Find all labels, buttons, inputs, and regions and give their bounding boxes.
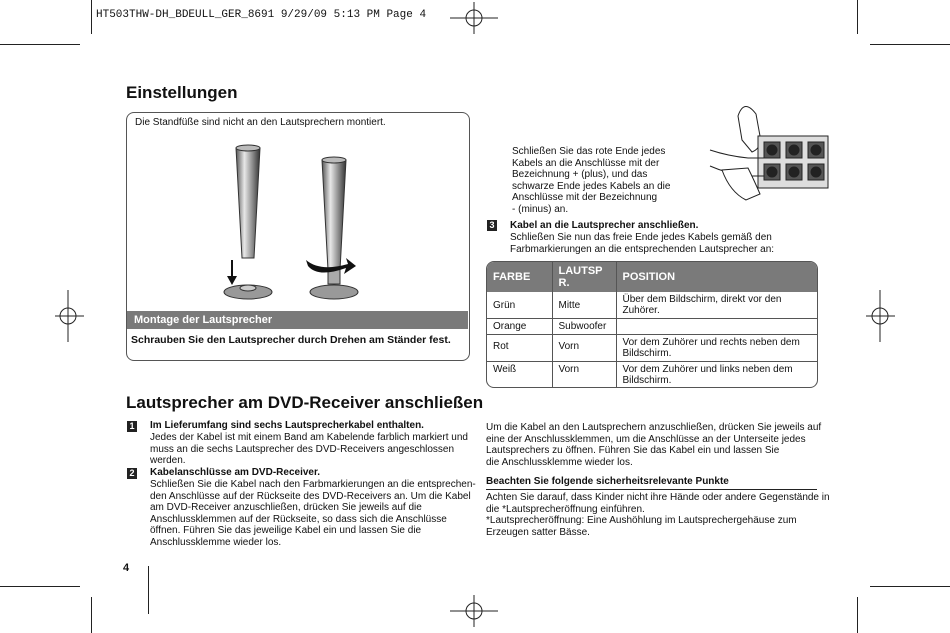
speaker-stand-illustration <box>210 140 360 305</box>
caption-title: Montage der Lautsprecher <box>127 311 468 329</box>
speaker-table-box <box>486 261 818 388</box>
step-2-text: Schließen Sie die Kabel nach den Farbmarkierungen an die entsprechen- den Anschlüsse auf der Rückseite des DVD-Receivers an. Um die Kabel am DVD-Receiver anzuschließen, drücken Sie jeweils auf die Anschlussklemmen auf der Rückseite, so dass sich die Anschlüsse öffnen. Führen Sie das jeweilige Kabel ein und lassen Sie die Anschlussklemme wieder los. <box>150 479 476 548</box>
step-3-number: 3 <box>487 220 497 231</box>
step-2-number: 2 <box>127 468 137 479</box>
header-farbe: FARBE <box>487 262 552 292</box>
caption-text: Schrauben Sie den Lautsprecher durch Drehen am Ständer fest. <box>131 334 451 346</box>
step-2-title: Kabelanschlüsse am DVD-Receiver. <box>150 467 321 478</box>
page-number: 4 <box>123 562 130 574</box>
terminal-illustration <box>708 96 830 216</box>
connect-paragraph: Um die Kabel an den Lautsprechern anzuschließen, drücken Sie jeweils auf eine der Anschlussklemmen, um die Anschlüsse an der Unterseite jedes Lautsprechers zu öffnen. Führen Sie das Kabel ein und lassen Sie die Anschlussklemme wieder los. <box>486 422 822 468</box>
intro-text: Schließen Sie das rote Ende jedes Kabels an die Anschlüsse mit der Bezeichnung + (plus), und das schwarze Ende jedes Kabels an die Anschlüsse mit der Bezeichnung - (minus) an. <box>512 146 671 215</box>
step-1-title: Im Lieferumfang sind sechs Lautsprecherkabel enthalten. <box>150 420 424 431</box>
safety-text: Achten Sie darauf, dass Kinder nicht ihre Hände oder andere Gegenstände in die *Lautsprecheröffnung einführen. *Lautsprecheröffnung: Eine Aushöhlung im Lautsprechergehäuse zum Erzeugen satter Bässe. <box>486 492 830 538</box>
table-row: Weiß Vorn Vor dem Zuhörer und links neben dem Bildschirm. <box>487 362 817 389</box>
step-1-number: 1 <box>127 421 137 432</box>
speaker-table <box>487 262 817 388</box>
header-position: POSITION <box>616 262 817 292</box>
safety-title: Beachten Sie folgende sicherheitsrelevante Punkte <box>486 476 729 487</box>
stand-note: Die Standfüße sind nicht an den Lautsprechern montiert. <box>135 117 386 128</box>
print-header: HT503THW-DH_BDEULL_GER_8691 9/29/09 5:13 PM Page 4 <box>96 9 427 21</box>
table-row: Grün Mitte Über dem Bildschirm, direkt vor den Zuhörer. <box>487 292 817 319</box>
header-lautsp: LAUTSP R. <box>552 262 616 292</box>
step-1-text: Jedes der Kabel ist mit einem Band am Kabelende farblich markiert und muss an die sechs Lautsprecher des DVD-Receivers angeschlossen werden. <box>150 432 468 466</box>
step-3-text: Schließen Sie nun das freie Ende jedes Kabels gemäß den Farbmarkierungen an die entsprechenden Lautsprecher an: <box>510 232 775 255</box>
step-3-title: Kabel an die Lautsprecher anschließen. <box>510 220 699 231</box>
table-row: Rot Vorn Vor dem Zuhörer und rechts neben dem Bildschirm. <box>487 335 817 362</box>
page-title: Einstellungen <box>126 83 238 102</box>
connect-title: Lautsprecher am DVD-Receiver anschließen <box>126 393 484 412</box>
table-row: Orange Subwoofer <box>487 319 817 335</box>
safety-divider <box>486 489 817 490</box>
